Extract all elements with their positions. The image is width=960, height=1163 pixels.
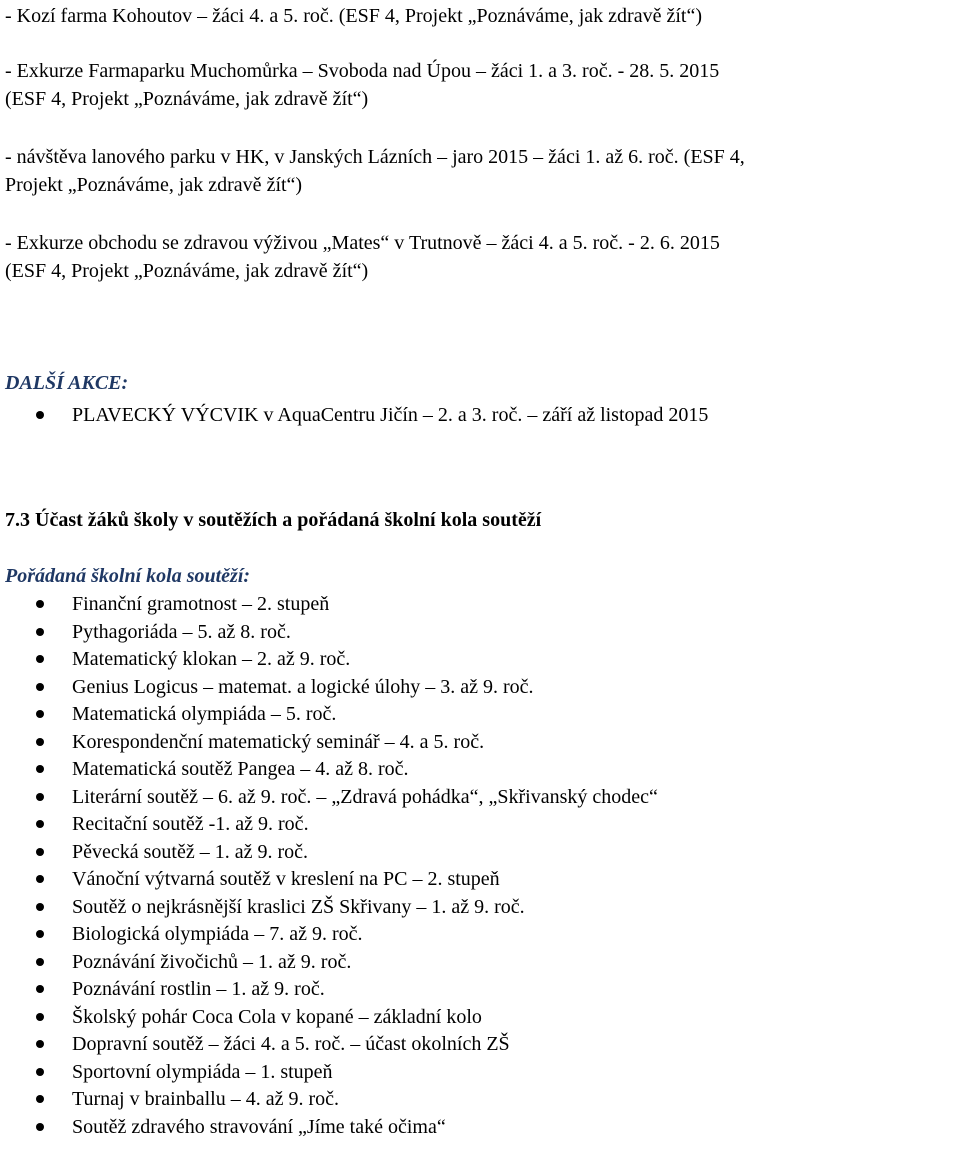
bullet-icon bbox=[36, 1095, 44, 1103]
bullet-icon bbox=[36, 655, 44, 663]
list-item-text: Literární soutěž – 6. až 9. roč. – „Zdravá pohádka“, „Skřivanský chodec“ bbox=[72, 785, 658, 808]
paragraph-exkurze-farmapark-line1: - Exkurze Farmaparku Muchomůrka – Svoboda nad Úpou – žáci 1. a 3. roč. - 28. 5. 2015 bbox=[5, 60, 720, 82]
list-item-text: Vánoční výtvarná soutěž v kreslení na PC – 2. stupeň bbox=[72, 868, 500, 890]
list-item-text: Poznávání rostlin – 1. až 9. roč. bbox=[72, 978, 325, 1000]
list-item-text: Biologická olympiáda – 7. až 9. roč. bbox=[72, 923, 363, 945]
list-item bbox=[0, 840, 658, 868]
list-item bbox=[0, 702, 658, 730]
bullet-icon bbox=[36, 1040, 44, 1048]
list-item-text: Korespondenční matematický seminář – 4. a 5. roč. bbox=[72, 730, 485, 753]
list-item-text: PLAVECKÝ VÝCVIK v AquaCentru Jičín – 2. a 3. roč. – září až listopad 2015 bbox=[72, 404, 709, 426]
list-item-text: Dopravní soutěž – žáci 4. a 5. roč. – účast okolních ZŠ bbox=[72, 1033, 510, 1055]
bullet-icon bbox=[36, 903, 44, 911]
bullet-icon bbox=[36, 765, 44, 773]
paragraph-lanovy-park-line2: Projekt „Poznáváme, jak zdravě žít“) bbox=[5, 174, 303, 196]
list-item bbox=[0, 977, 658, 1005]
paragraph-kozi-farma: - Kozí farma Kohoutov – žáci 4. a 5. roč. (ESF 4, Projekt „Poznáváme, jak zdravě žít“) bbox=[5, 5, 702, 27]
bullet-icon bbox=[36, 1068, 44, 1076]
list-item bbox=[0, 1060, 658, 1088]
list-item bbox=[0, 592, 658, 620]
list-item bbox=[0, 1115, 658, 1143]
section-title: 7.3 Účast žáků školy v soutěžích a pořádaná školní kola soutěží bbox=[5, 509, 542, 531]
list-item-text: Sportovní olympiáda – 1. stupeň bbox=[72, 1060, 333, 1083]
paragraph-exkurze-mates-line1: - Exkurze obchodu se zdravou výživou „Mates“ v Trutnově – žáci 4. a 5. roč. - 2. 6. 2015 bbox=[5, 232, 720, 254]
list-item bbox=[0, 895, 658, 923]
list-item bbox=[0, 922, 658, 950]
list-item-text: Recitační soutěž -1. až 9. roč. bbox=[72, 813, 309, 835]
list-item-text: Finanční gramotnost – 2. stupeň bbox=[72, 593, 330, 615]
list-item bbox=[0, 675, 658, 703]
list-item-text: Poznávání živočichů – 1. až 9. roč. bbox=[72, 950, 352, 973]
paragraph-exkurze-mates-line2: (ESF 4, Projekt „Poznáváme, jak zdravě žít“) bbox=[5, 260, 369, 282]
list-item bbox=[0, 1087, 658, 1115]
list-item-text: Genius Logicus – matemat. a logické úlohy – 3. až 9. roč. bbox=[72, 675, 534, 698]
list-item bbox=[0, 757, 658, 785]
list-item bbox=[0, 785, 658, 813]
bullet-icon bbox=[36, 1013, 44, 1021]
bullet-icon bbox=[36, 820, 44, 828]
bullet-icon bbox=[36, 600, 44, 608]
list-item-text: Pythagoriáda – 5. až 8. roč. bbox=[72, 620, 291, 643]
dalsi-akce-heading: DALŠÍ AKCE: bbox=[5, 372, 129, 394]
bullet-icon bbox=[36, 985, 44, 993]
list-item-text: Matematický klokan – 2. až 9. roč. bbox=[72, 648, 351, 670]
bullet-icon bbox=[36, 848, 44, 856]
dalsi-akce-list bbox=[0, 403, 708, 431]
list-item-text: Soutěž o nejkrásnější kraslici ZŠ Skřivany – 1. až 9. roč. bbox=[72, 895, 525, 918]
bullet-icon bbox=[36, 710, 44, 718]
section-subheading: Pořádaná školní kola soutěží: bbox=[5, 565, 251, 587]
bullet-icon bbox=[36, 628, 44, 636]
list-item-text: Školský pohár Coca Cola v kopané – základní kolo bbox=[72, 1005, 482, 1028]
list-item-text: Soutěž zdravého stravování „Jíme také očima“ bbox=[72, 1115, 446, 1138]
list-item bbox=[0, 620, 658, 648]
bullet-icon bbox=[36, 738, 44, 746]
list-item bbox=[0, 867, 658, 895]
bullet-icon bbox=[36, 958, 44, 966]
list-item bbox=[0, 403, 708, 431]
list-item-text: Matematická olympiáda – 5. roč. bbox=[72, 703, 337, 725]
list-item-text: Matematická soutěž Pangea – 4. až 8. roč. bbox=[72, 758, 409, 780]
list-item bbox=[0, 647, 658, 675]
paragraph-exkurze-farmapark-line2: (ESF 4, Projekt „Poznáváme, jak zdravě žít“) bbox=[5, 88, 369, 110]
competitions-list bbox=[0, 592, 658, 1142]
list-item bbox=[0, 1032, 658, 1060]
paragraph-lanovy-park-line1: - návštěva lanového parku v HK, v Janských Lázních – jaro 2015 – žáci 1. až 6. roč. (ESF 4, bbox=[5, 146, 745, 168]
list-item bbox=[0, 950, 658, 978]
list-item bbox=[0, 812, 658, 840]
list-item bbox=[0, 1005, 658, 1033]
bullet-icon bbox=[36, 1123, 44, 1131]
list-item-text: Pěvecká soutěž – 1. až 9. roč. bbox=[72, 840, 309, 863]
bullet-icon bbox=[36, 875, 44, 883]
bullet-icon bbox=[36, 930, 44, 938]
list-item bbox=[0, 730, 658, 758]
bullet-icon bbox=[36, 793, 44, 801]
bullet-icon bbox=[36, 411, 44, 419]
bullet-icon bbox=[36, 683, 44, 691]
list-item-text: Turnaj v brainballu – 4. až 9. roč. bbox=[72, 1088, 339, 1110]
